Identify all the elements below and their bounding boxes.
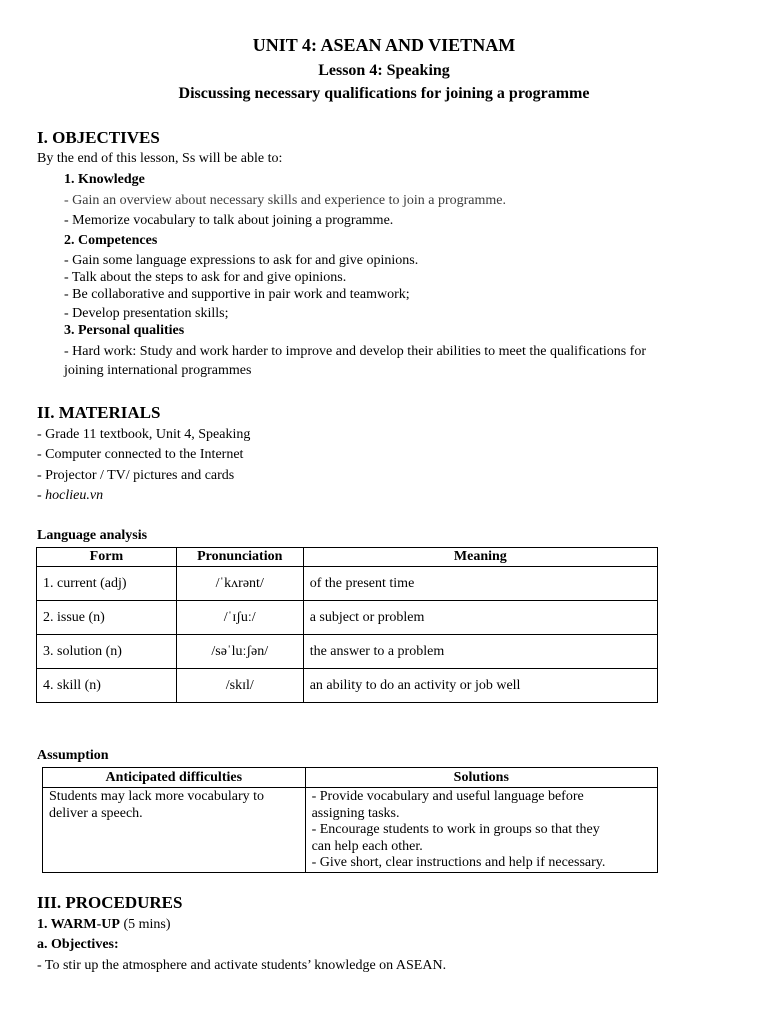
lesson-subtitle: Discussing necessary qualifications for joining a programme <box>178 85 590 102</box>
competence-item: - Gain some language expressions to ask for and give opinions. <box>64 253 419 268</box>
material-item: - Grade 11 textbook, Unit 4, Speaking <box>37 427 251 442</box>
unit-title: UNIT 4: ASEAN AND VIETNAM <box>252 35 516 55</box>
table-row <box>37 601 658 635</box>
solution-line: can help each other. <box>311 838 423 854</box>
warmup-label: 1. WARM-UP <box>37 917 120 932</box>
cell-solutions <box>305 788 657 873</box>
personal-item-cont: joining international programmes <box>64 363 252 378</box>
knowledge-heading: 1. Knowledge <box>64 172 145 187</box>
column-header-difficulties: Anticipated difficulties <box>43 768 306 788</box>
hoclieu-link[interactable]: hoclieu.vn <box>45 488 104 503</box>
cell-difficulty <box>43 788 306 873</box>
language-analysis-heading: Language analysis <box>37 528 148 543</box>
language-analysis-table <box>36 547 658 703</box>
cell-form: 2. issue (n) <box>37 601 177 635</box>
column-header-solutions: Solutions <box>305 768 657 788</box>
warmup-objectives-label: a. Objectives: <box>37 937 119 952</box>
column-header-form: Form <box>37 548 177 567</box>
solution-line: assigning tasks. <box>311 805 400 821</box>
cell-form: 1. current (adj) <box>37 567 177 601</box>
procedures-heading: III. PROCEDURES <box>37 893 183 912</box>
cell-meaning: the answer to a problem <box>303 635 657 669</box>
warmup-objective-item: - To stir up the atmosphere and activate students’ knowledge on ASEAN. <box>37 958 447 973</box>
solution-line: - Provide vocabulary and useful language before <box>311 789 584 804</box>
cell-meaning: a subject or problem <box>303 601 657 635</box>
material-item <box>37 488 103 504</box>
competence-item: - Develop presentation skills; <box>64 306 229 321</box>
objectives-heading: I. OBJECTIVES <box>37 128 160 147</box>
solution-line: - Give short, clear instructions and help if necessary. <box>311 855 606 870</box>
cell-meaning: an ability to do an activity or job well <box>303 669 657 703</box>
cell-pronunciation: /səˈluːʃən/ <box>176 635 303 669</box>
cell-form: 3. solution (n) <box>37 635 177 669</box>
table-header-row <box>43 768 658 788</box>
warmup-time: (5 mins) <box>119 917 171 932</box>
assumption-heading: Assumption <box>37 748 109 763</box>
column-header-pronunciation: Pronunciation <box>176 548 303 567</box>
competence-item: - Be collaborative and supportive in pair work and teamwork; <box>64 287 410 302</box>
table-row <box>43 788 658 873</box>
cell-pronunciation: /skɪl/ <box>176 669 303 703</box>
solution-line: - Encourage students to work in groups so that they <box>311 822 600 837</box>
difficulty-line: Students may lack more vocabulary to <box>49 789 264 804</box>
cell-meaning: of the present time <box>303 567 657 601</box>
assumption-table <box>42 767 658 873</box>
table-row <box>37 669 658 703</box>
competences-heading: 2. Competences <box>64 233 158 248</box>
column-header-meaning: Meaning <box>303 548 657 567</box>
table-row <box>37 567 658 601</box>
personal-heading: 3. Personal qualities <box>64 323 185 338</box>
material-item: - Projector / TV/ pictures and cards <box>37 468 235 483</box>
material-prefix: - <box>37 488 46 503</box>
materials-heading: II. MATERIALS <box>37 403 161 422</box>
material-item: - Computer connected to the Internet <box>37 447 244 462</box>
knowledge-item: - Memorize vocabulary to talk about joining a programme. <box>64 213 394 228</box>
cell-pronunciation: /ˈkʌrənt/ <box>176 567 303 601</box>
cell-pronunciation: /ˈɪʃuː/ <box>176 601 303 635</box>
knowledge-item: - Gain an overview about necessary skills and experience to join a programme. <box>64 193 507 208</box>
cell-form: 4. skill (n) <box>37 669 177 703</box>
difficulty-line: deliver a speech. <box>49 805 143 821</box>
table-header-row <box>37 548 658 567</box>
competence-item: - Talk about the steps to ask for and give opinions. <box>64 270 347 285</box>
warmup-line <box>37 917 171 933</box>
lesson-title: Lesson 4: Speaking <box>318 62 450 79</box>
table-row <box>37 635 658 669</box>
objectives-intro: By the end of this lesson, Ss will be able to: <box>37 151 283 166</box>
personal-item: - Hard work: Study and work harder to improve and develop their abilities to meet the qualifications for <box>64 344 647 359</box>
